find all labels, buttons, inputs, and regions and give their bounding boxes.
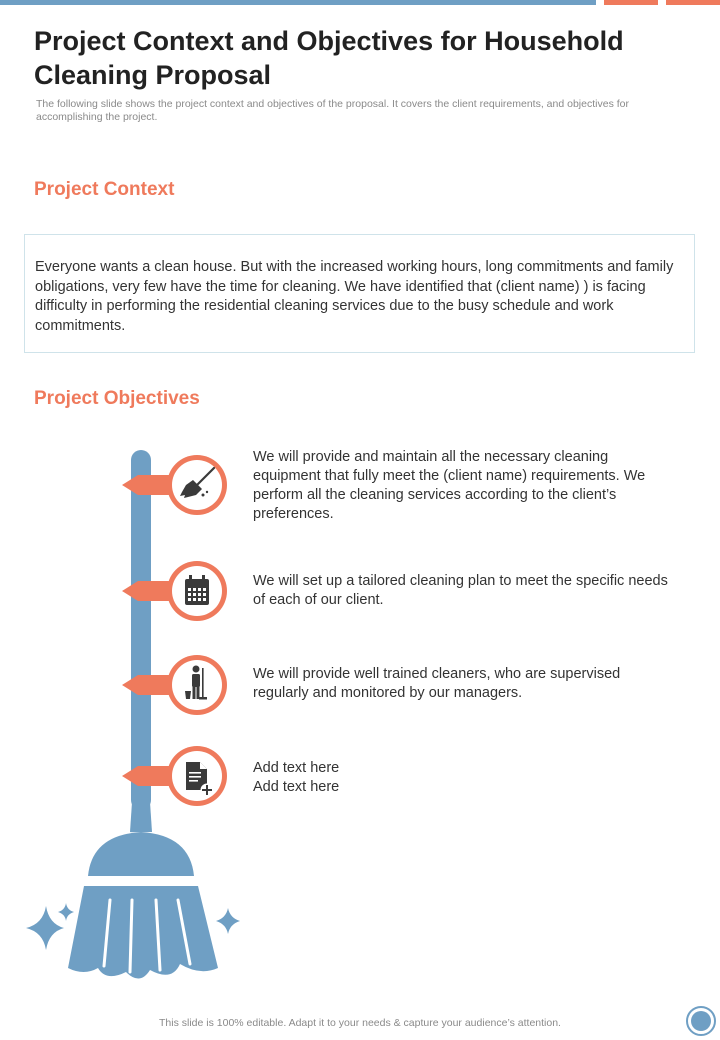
project-context-heading: Project Context bbox=[34, 179, 175, 200]
objective-text-4: Add text here Add text here bbox=[253, 760, 340, 795]
project-context-text: Everyone wants a clean house. But with the increased working hours, long commitments and family obligations, very few have the time for cleaning. We have identified that (client name) ) is facing difficulty in performing the residential cleaning services due to the busy schedule and work commitments. bbox=[35, 259, 674, 334]
sparkle-icon bbox=[216, 908, 240, 934]
top-accent-bar-blue bbox=[0, 0, 596, 5]
page-subtitle: The following slide shows the project context and objectives of the proposal. It covers the client requirements, and objectives for accomplishing the project. bbox=[36, 98, 629, 123]
objective-text-2: We will set up a tailored cleaning plan to meet the specific needs of each of our client. bbox=[253, 573, 668, 608]
objective-text-3: We will provide well trained cleaners, who are supervised regularly and monitored by our managers. bbox=[253, 666, 621, 701]
top-accent-bar-orange bbox=[604, 0, 658, 5]
page-title: Project Context and Objectives for Household Cleaning Proposal bbox=[34, 26, 624, 90]
sparkle-icon bbox=[58, 903, 74, 921]
broom-ferrule bbox=[130, 802, 152, 832]
project-context-box bbox=[24, 234, 695, 353]
footer-note: This slide is 100% editable. Adapt it to your needs & capture your audience’s attention. bbox=[159, 1017, 561, 1029]
calendar-icon bbox=[185, 575, 209, 605]
broom-cap bbox=[88, 832, 194, 876]
broom-timeline-graphic bbox=[0, 440, 300, 1000]
page-indicator-dot bbox=[691, 1011, 711, 1031]
broom-handle bbox=[131, 450, 151, 810]
sparkle-icon bbox=[26, 906, 64, 950]
broom-bristles bbox=[68, 886, 218, 979]
project-objectives-heading: Project Objectives bbox=[34, 388, 200, 409]
objective-text-1: We will provide and maintain all the necessary cleaning equipment that fully meet the (client name) requirements. We perform all the cleaning services according to the client’s preferences. bbox=[253, 449, 646, 522]
page-indicator bbox=[686, 1006, 716, 1036]
top-accent-bar-orange bbox=[666, 0, 720, 5]
